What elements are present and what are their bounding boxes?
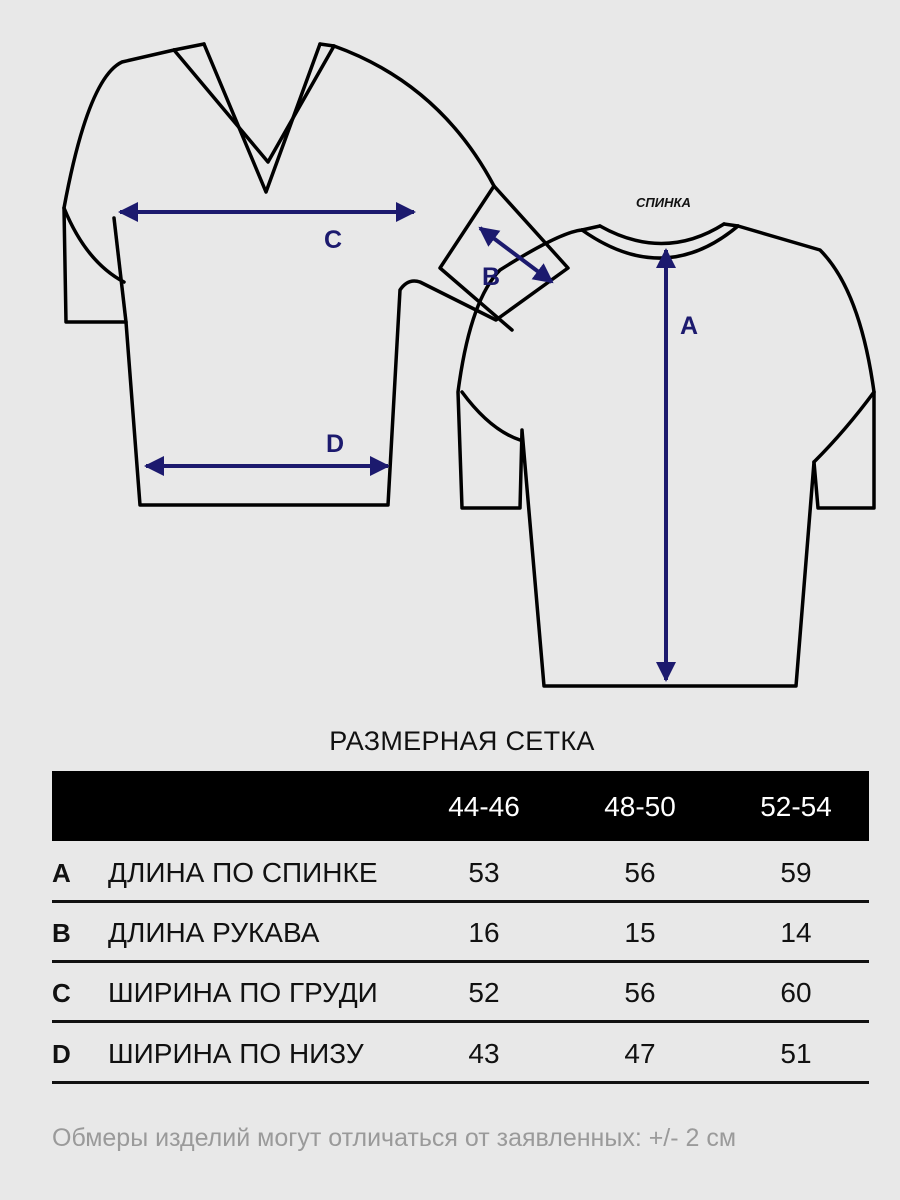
- row-name: ДЛИНА РУКАВА: [108, 917, 320, 948]
- row-letter: C: [52, 978, 71, 1008]
- label-d: D: [326, 430, 345, 458]
- row-letter: A: [52, 858, 71, 888]
- row-value: 47: [624, 1038, 656, 1069]
- row-value: 59: [780, 857, 812, 888]
- label-a: A: [680, 312, 699, 340]
- row-divider: [52, 1020, 869, 1023]
- row-divider: [52, 1081, 869, 1084]
- row-name: ДЛИНА ПО СПИНКЕ: [108, 857, 378, 888]
- row-name: ШИРИНА ПО НИЗУ: [108, 1038, 364, 1069]
- table-title: РАЗМЕРНАЯ СЕТКА: [329, 726, 595, 756]
- row-value: 51: [780, 1038, 812, 1069]
- row-value: 60: [780, 977, 812, 1008]
- row-value: 52: [468, 977, 500, 1008]
- row-value: 15: [624, 917, 656, 948]
- size-header-52-54: 52-54: [760, 791, 832, 822]
- table-header: [52, 771, 869, 841]
- back-caption: СПИНКА: [636, 195, 691, 210]
- table-row: [52, 903, 869, 963]
- label-c: C: [324, 226, 343, 254]
- row-value: 43: [468, 1038, 500, 1069]
- label-b: B: [482, 263, 501, 291]
- table-row: [52, 843, 869, 903]
- table-row: [52, 1024, 869, 1084]
- row-letter: B: [52, 918, 71, 948]
- row-value: 56: [624, 857, 656, 888]
- row-value: 56: [624, 977, 656, 1008]
- row-name: ШИРИНА ПО ГРУДИ: [108, 977, 378, 1008]
- row-letter: D: [52, 1039, 71, 1069]
- row-value: 53: [468, 857, 500, 888]
- size-header-48-50: 48-50: [604, 791, 676, 822]
- row-value: 14: [780, 917, 812, 948]
- row-value: 16: [468, 917, 500, 948]
- table-row: [52, 963, 869, 1023]
- footnote: Обмеры изделий могут отличаться от заявленных: +/- 2 см: [52, 1124, 737, 1152]
- size-header-44-46: 44-46: [448, 791, 520, 822]
